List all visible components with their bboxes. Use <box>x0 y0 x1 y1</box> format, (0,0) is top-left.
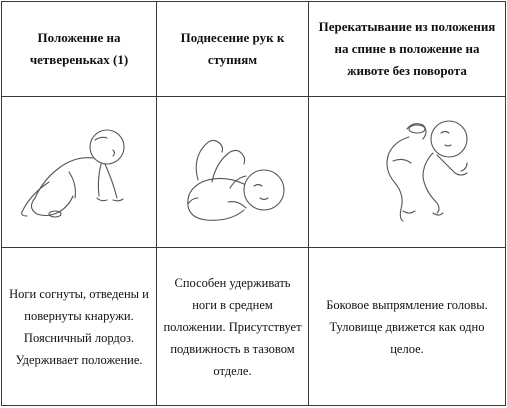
baby-rolling-over-drawing <box>337 107 477 237</box>
baby-on-all-fours-drawing <box>9 112 149 232</box>
illustration-cell-all-fours <box>2 97 157 248</box>
description-cell-all-fours: Ноги согнуты, отведены и повернуты кнаружи. Поясничный лордоз. Удерживает положение. <box>2 248 157 406</box>
illustration-cell-hands-to-feet <box>157 97 309 248</box>
illustration-cell-rolling <box>309 97 506 248</box>
header-cell-all-fours: Положение на четвереньках (1) <box>2 2 157 97</box>
description-cell-rolling: Боковое выпрямление головы. Туловище движется как одно целое. <box>309 248 506 406</box>
description-cell-hands-to-feet: Способен удерживать ноги в среднем положении. Присутствует подвижность в тазовом отделе. <box>157 248 309 406</box>
development-table <box>1 1 506 406</box>
header-cell-rolling: Перекатывание из положения на спине в положение на животе без поворота <box>309 2 506 97</box>
description-row <box>2 248 506 406</box>
baby-hands-to-feet-drawing <box>168 112 298 232</box>
header-cell-hands-to-feet: Поднесение рук к ступням <box>157 2 309 97</box>
header-row <box>2 2 506 97</box>
illustration-row <box>2 97 506 248</box>
